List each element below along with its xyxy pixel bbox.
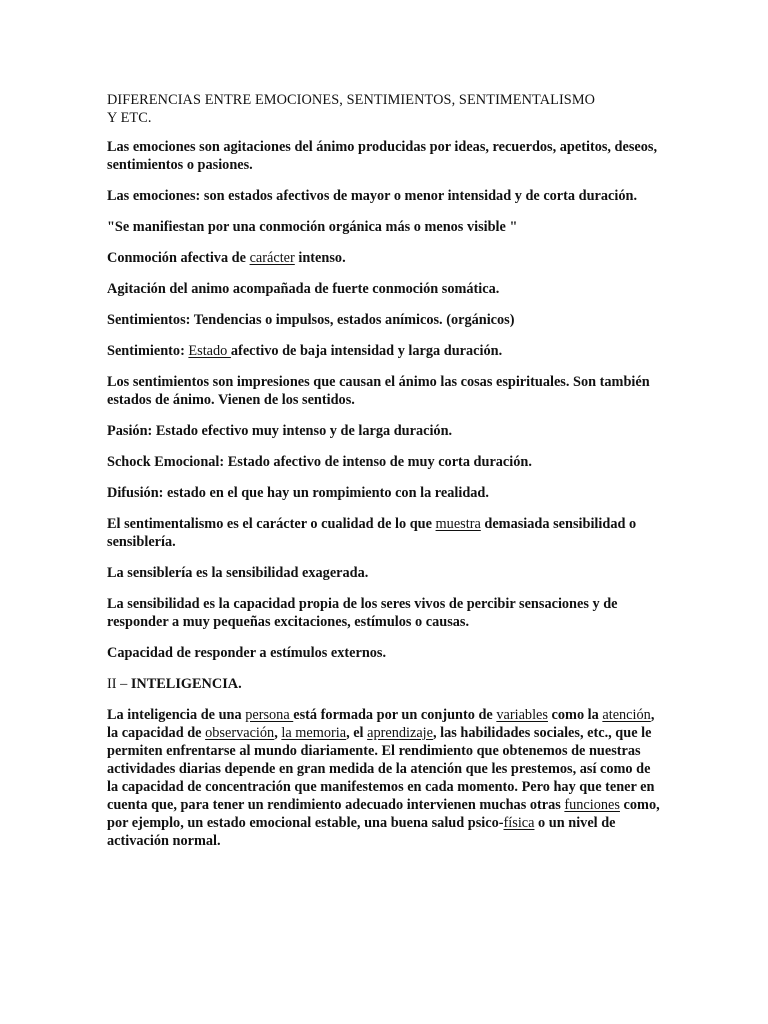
title-line-1: DIFERENCIAS ENTRE EMOCIONES, SENTIMIENTOS, SENTIMENTALISMO: [107, 92, 596, 108]
link-caracter[interactable]: carácter: [249, 250, 295, 266]
paragraph-capacidad: Capacidad de responder a estímulos externos.: [107, 645, 387, 661]
paragraph-conmocion: [107, 249, 663, 267]
text-segment: , la capacidad de: [107, 707, 655, 741]
text-segment: , el: [346, 725, 368, 741]
text-segment: La inteligencia de una: [107, 707, 246, 723]
paragraph-inteligencia: [107, 706, 663, 850]
paragraph-emociones-estados: Las emociones: son estados afectivos de mayor o menor intensidad y de corta duración.: [107, 188, 638, 204]
text-segment: El sentimentalismo es el carácter o cualidad de lo que: [107, 516, 436, 532]
paragraph-pasion: Pasión: Estado efectivo muy intenso y de larga duración.: [107, 423, 453, 439]
paragraph-sensibilidad: La sensibilidad es la capacidad propia de los seres vivos de percibir sensaciones y de responder a muy pequeñas excitaciones, estímulos o causas.: [107, 596, 618, 630]
heading-numeral: II –: [107, 676, 131, 692]
paragraph-quote: "Se manifiestan por una conmoción orgánica más o menos visible ": [107, 219, 518, 235]
text-segment: está formada por un conjunto de: [293, 707, 497, 723]
text-segment: como la: [547, 707, 603, 723]
link-atencion[interactable]: atención: [602, 707, 651, 723]
document-title: [107, 91, 663, 127]
paragraph-agitacion: Agitación del animo acompañada de fuerte conmoción somática.: [107, 281, 500, 297]
text-segment: afectivo de baja intensidad y larga duración.: [230, 343, 503, 359]
document-page: [107, 91, 663, 863]
heading-text: INTELIGENCIA.: [130, 676, 242, 692]
text-segment: o un nivel de activación normal.: [107, 815, 616, 849]
text-segment: Conmoción afectiva de: [107, 250, 250, 266]
text-segment: intenso.: [294, 250, 346, 266]
text-segment: , las habilidades sociales, etc., que le permiten enfrentarse al mundo diariamente. El rendimiento que obtenemos de nuestras actividades diarias depende en gran medida de la atención que les prestemos, así como de la capacidad de concentración que manifestemos en cada momento. Pero hay que tener en cuenta que, para tener un rendimiento adecuado intervienen muchas otras: [107, 725, 655, 813]
text-segment: demasiada sensibilidad o sensiblería.: [107, 516, 637, 550]
link-muestra[interactable]: muestra: [435, 516, 481, 532]
text-segment: como, por ejemplo, un estado emocional estable, una buena salud psico-: [107, 797, 660, 831]
link-fisica[interactable]: física: [503, 815, 535, 831]
text-segment: Sentimiento:: [107, 343, 189, 359]
title-line-2: Y ETC.: [107, 110, 152, 126]
paragraph-emociones-definicion: Las emociones son agitaciones del ánimo producidas por ideas, recuerdos, apetitos, deseos, sentimientos o pasiones.: [107, 139, 658, 173]
link-variables[interactable]: variables: [496, 707, 548, 723]
paragraph-sensibleria: La sensiblería es la sensibilidad exagerada.: [107, 565, 369, 581]
paragraph-schock: Schock Emocional: Estado afectivo de intenso de muy corta duración.: [107, 454, 532, 470]
link-funciones[interactable]: funciones: [564, 797, 620, 813]
paragraph-impresiones: Los sentimientos son impresiones que causan el ánimo las cosas espirituales. Son también estados de ánimo. Vienen de los sentidos.: [107, 374, 650, 408]
link-observacion[interactable]: observación: [205, 725, 275, 741]
link-estado[interactable]: Estado: [188, 343, 231, 359]
text-segment: ,: [274, 725, 282, 741]
link-persona[interactable]: persona: [245, 707, 294, 723]
section-heading-inteligencia: [107, 675, 663, 693]
link-aprendizaje[interactable]: aprendizaje: [367, 725, 433, 741]
link-la-memoria[interactable]: la memoria: [281, 725, 347, 741]
paragraph-sentimentalismo: [107, 515, 663, 551]
paragraph-sentimientos: Sentimientos: Tendencias o impulsos, estados anímicos. (orgánicos): [107, 312, 515, 328]
paragraph-sentimiento: [107, 342, 663, 360]
paragraph-difusion: Difusión: estado en el que hay un rompimiento con la realidad.: [107, 485, 489, 501]
